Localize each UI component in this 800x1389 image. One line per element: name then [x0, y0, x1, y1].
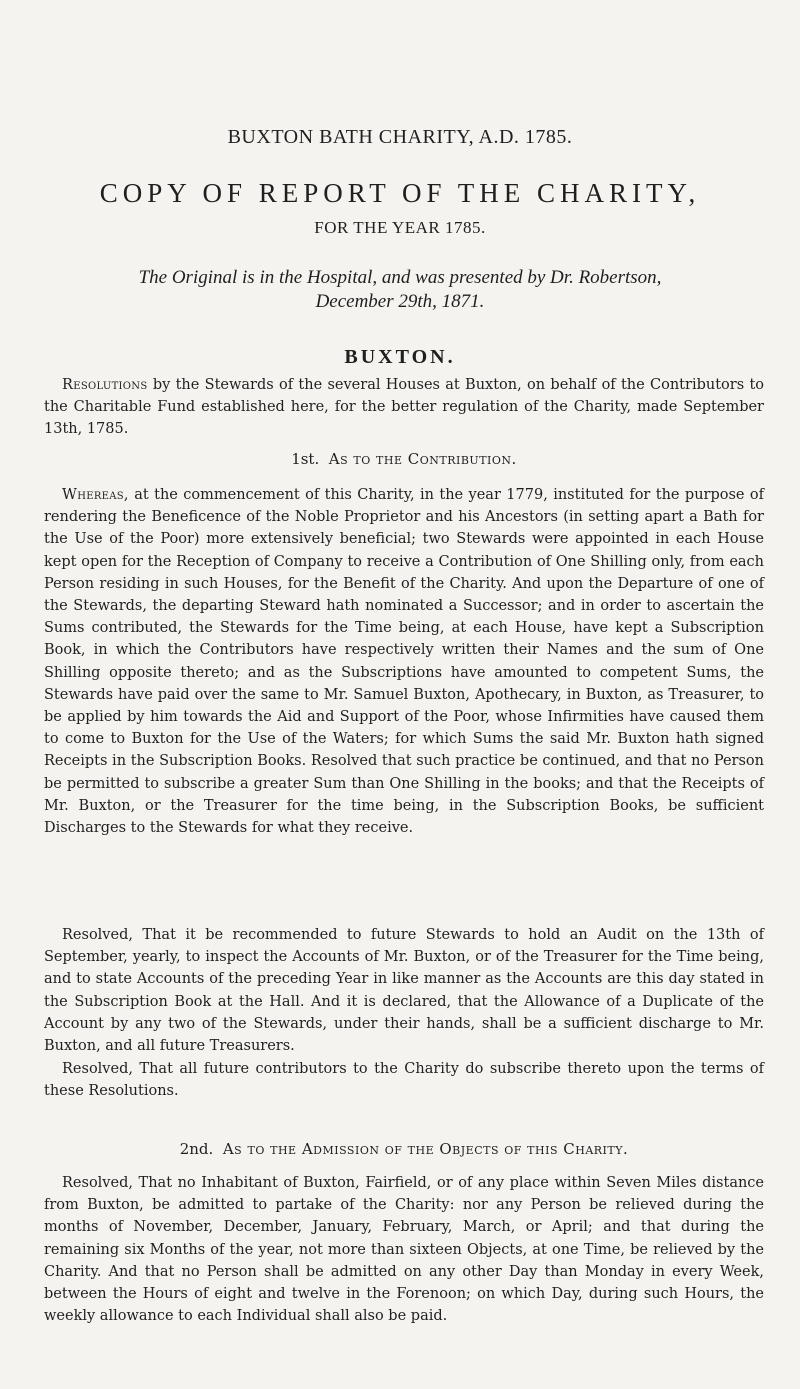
running-head: BUXTON BATH CHARITY, A.D. 1785.	[227, 126, 573, 148]
section-1-heading	[44, 450, 764, 468]
document-subtitle: FOR THE YEAR 1785.	[314, 218, 486, 237]
section-1-title: As to the Contribution.	[328, 450, 517, 468]
provenance-note-line-2: December 29th, 1871.	[315, 291, 485, 312]
intro-paragraph	[44, 374, 764, 441]
section-2-paragraph-1: Resolved, That no Inhabitant of Buxton, Fairfield, or of any place within Seven Miles distance from Buxton, be admitted to partake of the Charity: nor any Person be relieved during the months of November, December, January, February, March, or April; and that during the remaining six Months of the year, not more than sixteen Objects, at one Time, be relieved by the Charity. And that no Person shall be admitted on any other Day than Monday in every Week, between the Hours of eight and twelve in the Forenoon; on which Day, during such Hours, the weekly allowance to each Individual shall also be paid.	[44, 1175, 764, 1325]
provenance-note-line-1: The Original is in the Hospital, and was presented by Dr. Robertson,	[138, 267, 662, 288]
intro-lead: Resolutions	[62, 377, 148, 393]
section-2-heading	[44, 1140, 764, 1158]
section-1-lead: Whereas,	[62, 487, 129, 503]
section-1-text: at the commencement of this Charity, in the year 1779, instituted for the purpose of rendering the Beneficence of the Noble Proprietor and his Ancestors (in setting apart a Bath for the Use of the Poor) more extensively beneficial; two Stewards were appointed in each House kept open for the Reception of Company to receive a Contribution of One Shilling only, from each Person residing in such Houses, for the Benefit of the Charity. And upon the Departure of one of the Stewards, the departing Steward hath nominated a Successor; and in order to ascertain the Sums contributed, the Stewards for the Time being, at each House, have kept a Subscription Book, in which the Contributors have respectively written their Names and the sum of One Shilling opposite thereto; and as the Subscriptions have amounted to competent Sums, the Stewards have paid over the same to Mr. Samuel Buxton, Apothecary, in Buxton, as Treasurer, to be applied by him towards the Aid and Support of the Poor, whose Infirmities have caused them to come to Buxton for the Use of the Waters; for which Sums the said Mr. Buxton hath signed Receipts in the Subscription Books. Resolved that such practice be continued, and that no Person be permitted to subscribe a greater Sum than One Shilling in the books; and that the Receipts of Mr. Buxton, or the Treasurer for the time being, in the Subscription Books, be sufficient Discharges to the Stewards for what they receive.	[44, 487, 764, 837]
section-1-paragraph-2: Resolved, That it be recommended to future Stewards to hold an Audit on the 13th of September, yearly, to inspect the Accounts of Mr. Buxton, or of the Treasurer for the Time being, and to state Accounts of the preceding Year in like manner as the Accounts are this day stated in the Subscription Book at the Hall. And it is declared, that the Allowance of a Duplicate of the Account by any two of the Stewards, under their hands, shall be a sufficient discharge to Mr. Buxton, and all future Treasurers.	[44, 927, 764, 1055]
intro-text: by the Stewards of the several Houses at Buxton, on behalf of the Contributors to the Charitable Fund established here, for the better regulation of the Charity, made September 13th, 1785.	[44, 377, 764, 438]
section-1-paragraph-3: Resolved, That all future contributors to the Charity do subscribe thereto upon the terms of these Resolutions.	[44, 1061, 764, 1100]
section-2-number: 2nd.	[179, 1140, 214, 1158]
section-2-title: As to the Admission of the Objects of this Charity.	[222, 1140, 629, 1158]
section-1-number: 1st.	[291, 450, 320, 468]
section-1-paragraph-1	[44, 484, 764, 839]
document-title: COPY OF REPORT OF THE CHARITY,	[99, 178, 701, 208]
provenance-note	[0, 266, 800, 314]
place-heading: BUXTON.	[344, 346, 456, 368]
